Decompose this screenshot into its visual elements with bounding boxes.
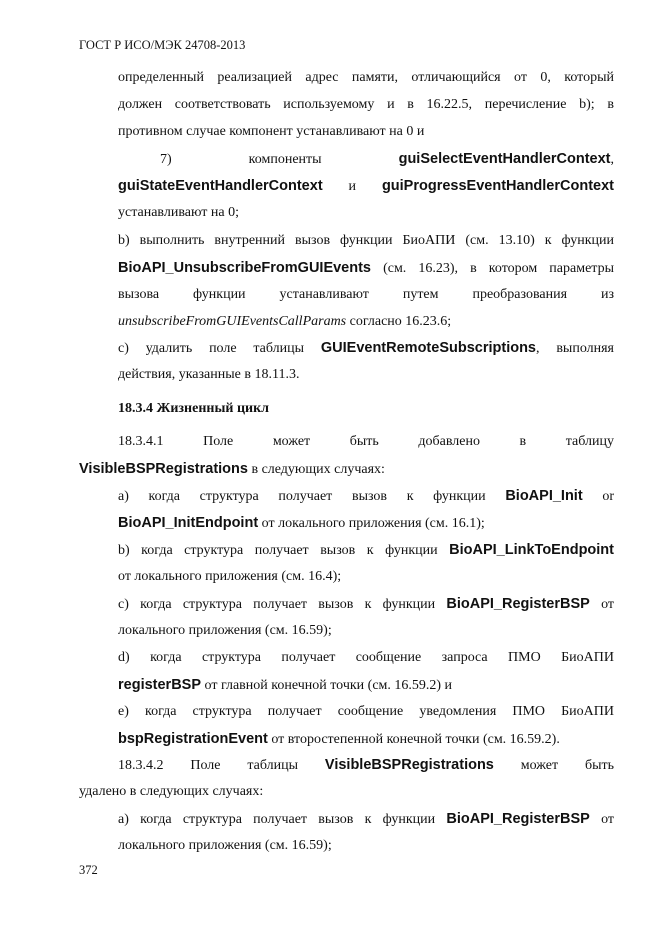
text-line: b) выполнить внутренний вызов функции БиоАПИ (см. 13.10) к функции xyxy=(118,233,614,248)
text-line: локального приложения (см. 16.59); xyxy=(118,838,332,853)
text-line: BioAPI_InitEndpoint от локального приложения (см. 16.1); xyxy=(118,515,485,531)
identifier: BioAPI_LinkToEndpoint xyxy=(449,542,614,558)
text-line: unsubscribeFromGUIEventsCallParams согласно 16.23.6; xyxy=(118,314,452,329)
text-line: c) когда структура получает вызов к функции BioAPI_RegisterBSP от xyxy=(118,596,615,612)
identifier: BioAPI_RegisterBSP xyxy=(446,811,590,827)
text-line: от локального приложения (см. 16.4); xyxy=(118,569,342,584)
text-line: 7) компоненты guiSelectEventHandlerContext, xyxy=(160,151,615,167)
identifier: BioAPI_Init xyxy=(505,488,583,504)
text-line: локального приложения (см. 16.59); xyxy=(118,623,332,638)
identifier: BioAPI_RegisterBSP xyxy=(446,596,590,612)
text-line: d) когда структура получает сообщение запроса ПМО БиоАПИ xyxy=(118,650,614,665)
page-number: 372 xyxy=(79,863,98,877)
text-line: устанавливают на 0; xyxy=(118,205,239,220)
identifier: guiSelectEventHandlerContext xyxy=(398,151,611,167)
text-line: registerBSP от главной конечной точки (см. 16.59.2) и xyxy=(118,677,453,693)
text-line: 18.3.4.1 Поле может быть добавлено в таблицу xyxy=(118,434,614,449)
identifier: guiStateEventHandlerContext xyxy=(118,178,323,194)
identifier: GUIEventRemoteSubscriptions xyxy=(320,340,536,356)
identifier: guiProgressEventHandlerContext xyxy=(381,178,614,194)
text-line: определенный реализацией адрес памяти, отличающийся от 0, который xyxy=(118,70,614,85)
text-line: должен соответствовать используемому и в 16.22.5, перечисление b); в xyxy=(118,97,614,112)
text-line: VisibleBSPRegistrations в следующих случаях: xyxy=(79,461,385,477)
identifier: BioAPI_InitEndpoint xyxy=(118,515,259,531)
text-line: a) когда структура получает вызов к функции BioAPI_Init or xyxy=(118,488,614,504)
text-line: a) когда структура получает вызов к функции BioAPI_RegisterBSP от xyxy=(118,811,615,827)
section-heading: 18.3.4 Жизненный цикл xyxy=(118,401,269,416)
text-line: удалено в следующих случаях: xyxy=(79,784,264,799)
text-line: b) когда структура получает вызов к функции BioAPI_LinkToEndpoint xyxy=(118,542,614,558)
page-header: ГОСТ Р ИСО/МЭК 24708-2013 xyxy=(79,38,246,52)
identifier: bspRegistrationEvent xyxy=(118,731,268,747)
text-line: c) удалить поле таблицы GUIEventRemoteSubscriptions, выполняя xyxy=(118,340,614,356)
text-line: 18.3.4.2 Поле таблицы VisibleBSPRegistrations может быть xyxy=(118,757,614,773)
text-line: e) когда структура получает сообщение уведомления ПМО БиоАПИ xyxy=(118,704,614,719)
text-line: bspRegistrationEvent от второстепенной конечной точки (см. 16.59.2). xyxy=(118,731,560,747)
text-line: вызова функции устанавливают путем преобразования из xyxy=(118,287,614,302)
identifier: VisibleBSPRegistrations xyxy=(79,461,248,477)
text-line: guiStateEventHandlerContext и guiProgressEventHandlerContext xyxy=(118,178,614,194)
text-line: противном случае компонент устанавливают на 0 и xyxy=(118,124,425,139)
identifier: BioAPI_UnsubscribeFromGUIEvents xyxy=(118,260,371,276)
text-line: действия, указанные в 18.11.3. xyxy=(118,367,300,382)
text-line: BioAPI_UnsubscribeFromGUIEvents (см. 16.23), в котором параметры xyxy=(118,260,614,276)
identifier: unsubscribeFromGUIEventsCallParams xyxy=(118,314,347,329)
identifier: VisibleBSPRegistrations xyxy=(324,757,494,773)
identifier: registerBSP xyxy=(118,677,202,693)
